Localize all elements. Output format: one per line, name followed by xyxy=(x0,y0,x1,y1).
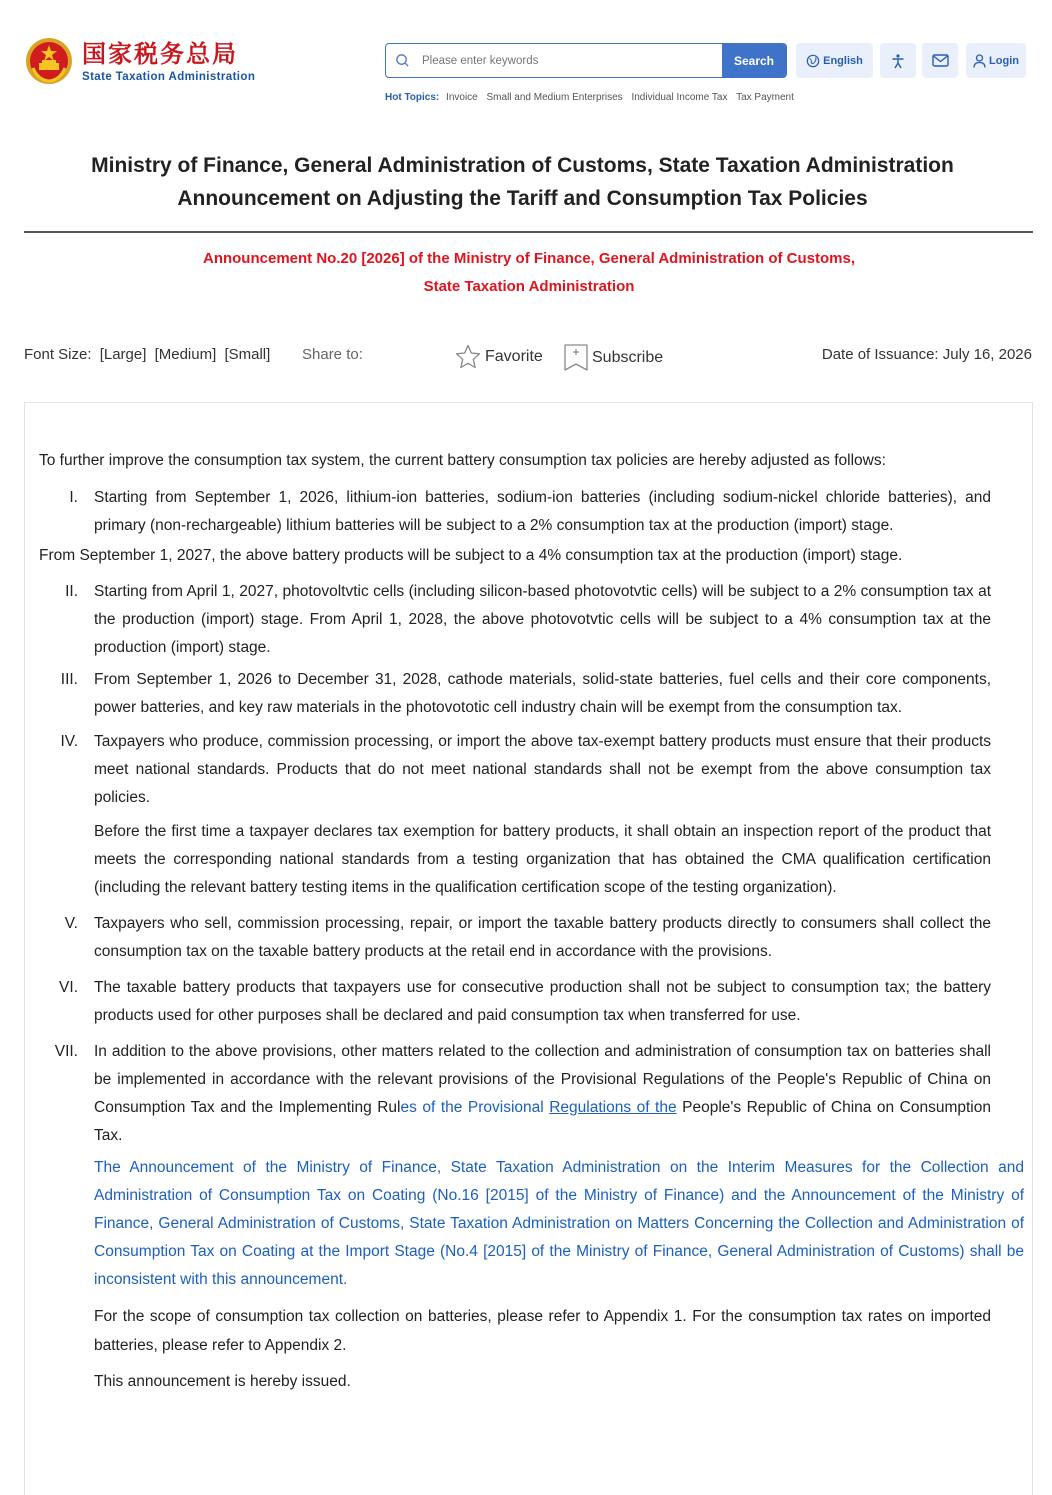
list-item-text: Taxpayers who sell, commission processing, repair, or import the taxable battery products directly to consumers shall collect the consumption tax on the taxable battery products at the retail end in accordance with the provisions. xyxy=(94,915,991,960)
regulations-link[interactable]: Regulations xyxy=(549,1099,632,1116)
list-item-text-part: In addition to the above provisions, other matters related to the collection and administration of consumption tax on batteries shall be implemented in accordance with the relevant provisions of the Provisional Regulations of the People's Republic of China on Consumption Tax and the Implementing Rul xyxy=(94,1043,991,1116)
search-input[interactable] xyxy=(418,44,722,77)
share-label: Share to: xyxy=(302,346,363,363)
favorite-button[interactable] xyxy=(454,343,543,371)
title-divider xyxy=(24,231,1033,233)
article-content xyxy=(24,402,1033,1495)
national-emblem-icon xyxy=(24,36,74,86)
hot-topics-label: Hot Topics: xyxy=(385,92,440,103)
list-item-number: VI. xyxy=(59,979,78,996)
list-item-number: II. xyxy=(65,583,78,600)
issuance-date xyxy=(822,346,1032,363)
login-button[interactable] xyxy=(966,43,1026,78)
list-item xyxy=(66,578,991,662)
mail-icon xyxy=(932,54,949,67)
font-size-large-button[interactable]: [Large] xyxy=(99,346,147,363)
bookmark-plus-icon xyxy=(563,343,589,373)
list-item-continuation: Before the first time a taxpayer declares tax exemption for battery products, it shall obtain an inspection report of the product that meets the corresponding national standards from a testing organization that has obtained the CMA qualification certification (including the relevant battery testing items in the qualification certification scope of the testing organization). xyxy=(94,823,991,896)
hot-topic-link[interactable]: Invoice xyxy=(446,92,478,103)
mail-button[interactable] xyxy=(922,43,958,78)
list-item xyxy=(59,974,991,1030)
list-item-followup: From September 1, 2027, the above battery products will be subject to a 4% consumption tax at the production (import) stage. xyxy=(39,547,903,564)
article-title-line: Announcement on Adjusting the Tariff and Consumption Tax Policies xyxy=(177,187,868,210)
font-size-label: Font Size: xyxy=(24,346,92,363)
list-item xyxy=(66,484,991,540)
regulations-link[interactable]: of the xyxy=(631,1099,677,1116)
article-body xyxy=(39,447,1024,1396)
appendix-paragraph: For the scope of consumption tax collection on batteries, please refer to Appendix 1. For the consumption tax rates on imported batteries, please refer to Appendix 2. xyxy=(94,1308,991,1354)
font-size-small-button[interactable]: [Small] xyxy=(224,346,271,363)
list-item-text xyxy=(94,1038,991,1150)
list-item-number: VII. xyxy=(54,1043,78,1060)
article-title xyxy=(0,149,1045,215)
hot-topic-link[interactable]: Small and Medium Enterprises xyxy=(486,92,623,103)
list-item-text: Starting from April 1, 2027, photovoltvtic cells (including silicon-based photovotvtic cells) will be subject to a 2% consumption tax at the production (import) stage. From April 1, 2028, the above photovotvtic cells will be subject to a 4% consumption tax at the production (import) stage. xyxy=(94,583,991,656)
regulations-link[interactable]: es of the Provisional xyxy=(400,1099,550,1116)
list-item-number: V. xyxy=(64,915,78,932)
announcement-number-line: Announcement No.20 [2026] of the Ministry of Finance, General Administration of Customs, xyxy=(202,250,856,267)
site-logo[interactable] xyxy=(24,36,255,86)
hot-topic-link[interactable]: Tax Payment xyxy=(736,92,794,103)
related-announcement-link[interactable]: The Announcement of the Ministry of Finance, State Taxation Administration on the Interim Measures for the Collection and Administration of Consumption Tax on Coating (No.16 [2015] of the Ministry of Finance) and the Announcement of the Ministry of Finance, General Administration of Customs, State Taxation Administration on Matters Concerning the Collection and Administration of Consumption Tax on Coating at the Import Stage (No.4 [2015] of the Ministry of Finance, General Administration of Customs) shall be inconsistent with this announcement. xyxy=(94,1159,1024,1288)
list-item xyxy=(60,666,991,722)
list-item-text-part: People's Republic of China on Consumption Tax. xyxy=(94,1099,991,1144)
announcement-number-line: State Taxation Administration xyxy=(423,278,635,295)
intro-paragraph: To further improve the consumption tax system, the current battery consumption tax policies are hereby adjusted as follows: xyxy=(39,452,886,469)
list-item-number: III. xyxy=(60,671,78,688)
subscribe-button[interactable] xyxy=(563,343,663,373)
logo-chinese-name: 国家税务总局 xyxy=(82,39,238,68)
favorite-label: Favorite xyxy=(485,348,543,365)
logo-english-name: State Taxation Administration xyxy=(82,71,256,83)
hot-topic-link[interactable]: Individual Income Tax xyxy=(631,92,728,103)
font-size-controls xyxy=(24,346,274,363)
list-item-text: Starting from September 1, 2026, lithium-ion batteries, sodium-ion batteries (including sodium-nickel chloride batteries), and primary (non-rechargeable) lithium batteries will be subject to a 2% consumption tax at the production (import) stage. xyxy=(94,489,991,534)
closing-paragraph: This announcement is hereby issued. xyxy=(94,1373,351,1390)
date-value: July 16, 2026 xyxy=(942,346,1032,363)
list-item xyxy=(54,1038,1024,1396)
login-label: Login xyxy=(989,54,1019,67)
search-bar xyxy=(385,43,787,78)
language-label: English xyxy=(823,54,863,67)
star-icon xyxy=(454,343,482,371)
list-item-text: From September 1, 2026 to December 31, 2028, cathode materials, solid-state batteries, fuel cells and their core components, power batteries, and key raw materials in the photovototic cell industry chain will be exempt from the consumption tax. xyxy=(94,671,991,716)
hot-topics xyxy=(385,92,800,103)
subscribe-label: Subscribe xyxy=(592,349,664,366)
search-button[interactable]: Search xyxy=(722,44,786,77)
list-item-text: Taxpayers who produce, commission processing, or import the above tax-exempt battery products must ensure that their products meet national standards. Products that do not meet national standards shall not be exempt from the above consumption tax policies. xyxy=(94,733,991,806)
user-icon xyxy=(973,54,986,68)
list-item-text: The taxable battery products that taxpayers use for consecutive production shall not be subject to consumption tax; the battery products used for other purposes shall be declared and paid consumption tax when transferred for use. xyxy=(94,979,991,1024)
accessibility-icon xyxy=(890,53,906,69)
article-title-line: Ministry of Finance, General Administration of Customs, State Taxation Administration xyxy=(91,154,954,177)
announcement-number xyxy=(0,245,1052,301)
date-label: Date of Issuance: xyxy=(821,346,939,363)
font-size-medium-button[interactable]: [Medium] xyxy=(154,346,217,363)
list-item-number: IV. xyxy=(60,733,78,750)
article-toolbar xyxy=(24,343,1032,369)
language-button[interactable] xyxy=(796,43,873,78)
globe-icon xyxy=(806,54,820,68)
accessibility-button[interactable] xyxy=(880,43,916,78)
site-header xyxy=(0,0,1052,120)
list-item-number: I. xyxy=(69,489,78,506)
search-icon xyxy=(386,44,418,76)
list-item xyxy=(60,728,991,902)
list-item xyxy=(66,910,991,966)
